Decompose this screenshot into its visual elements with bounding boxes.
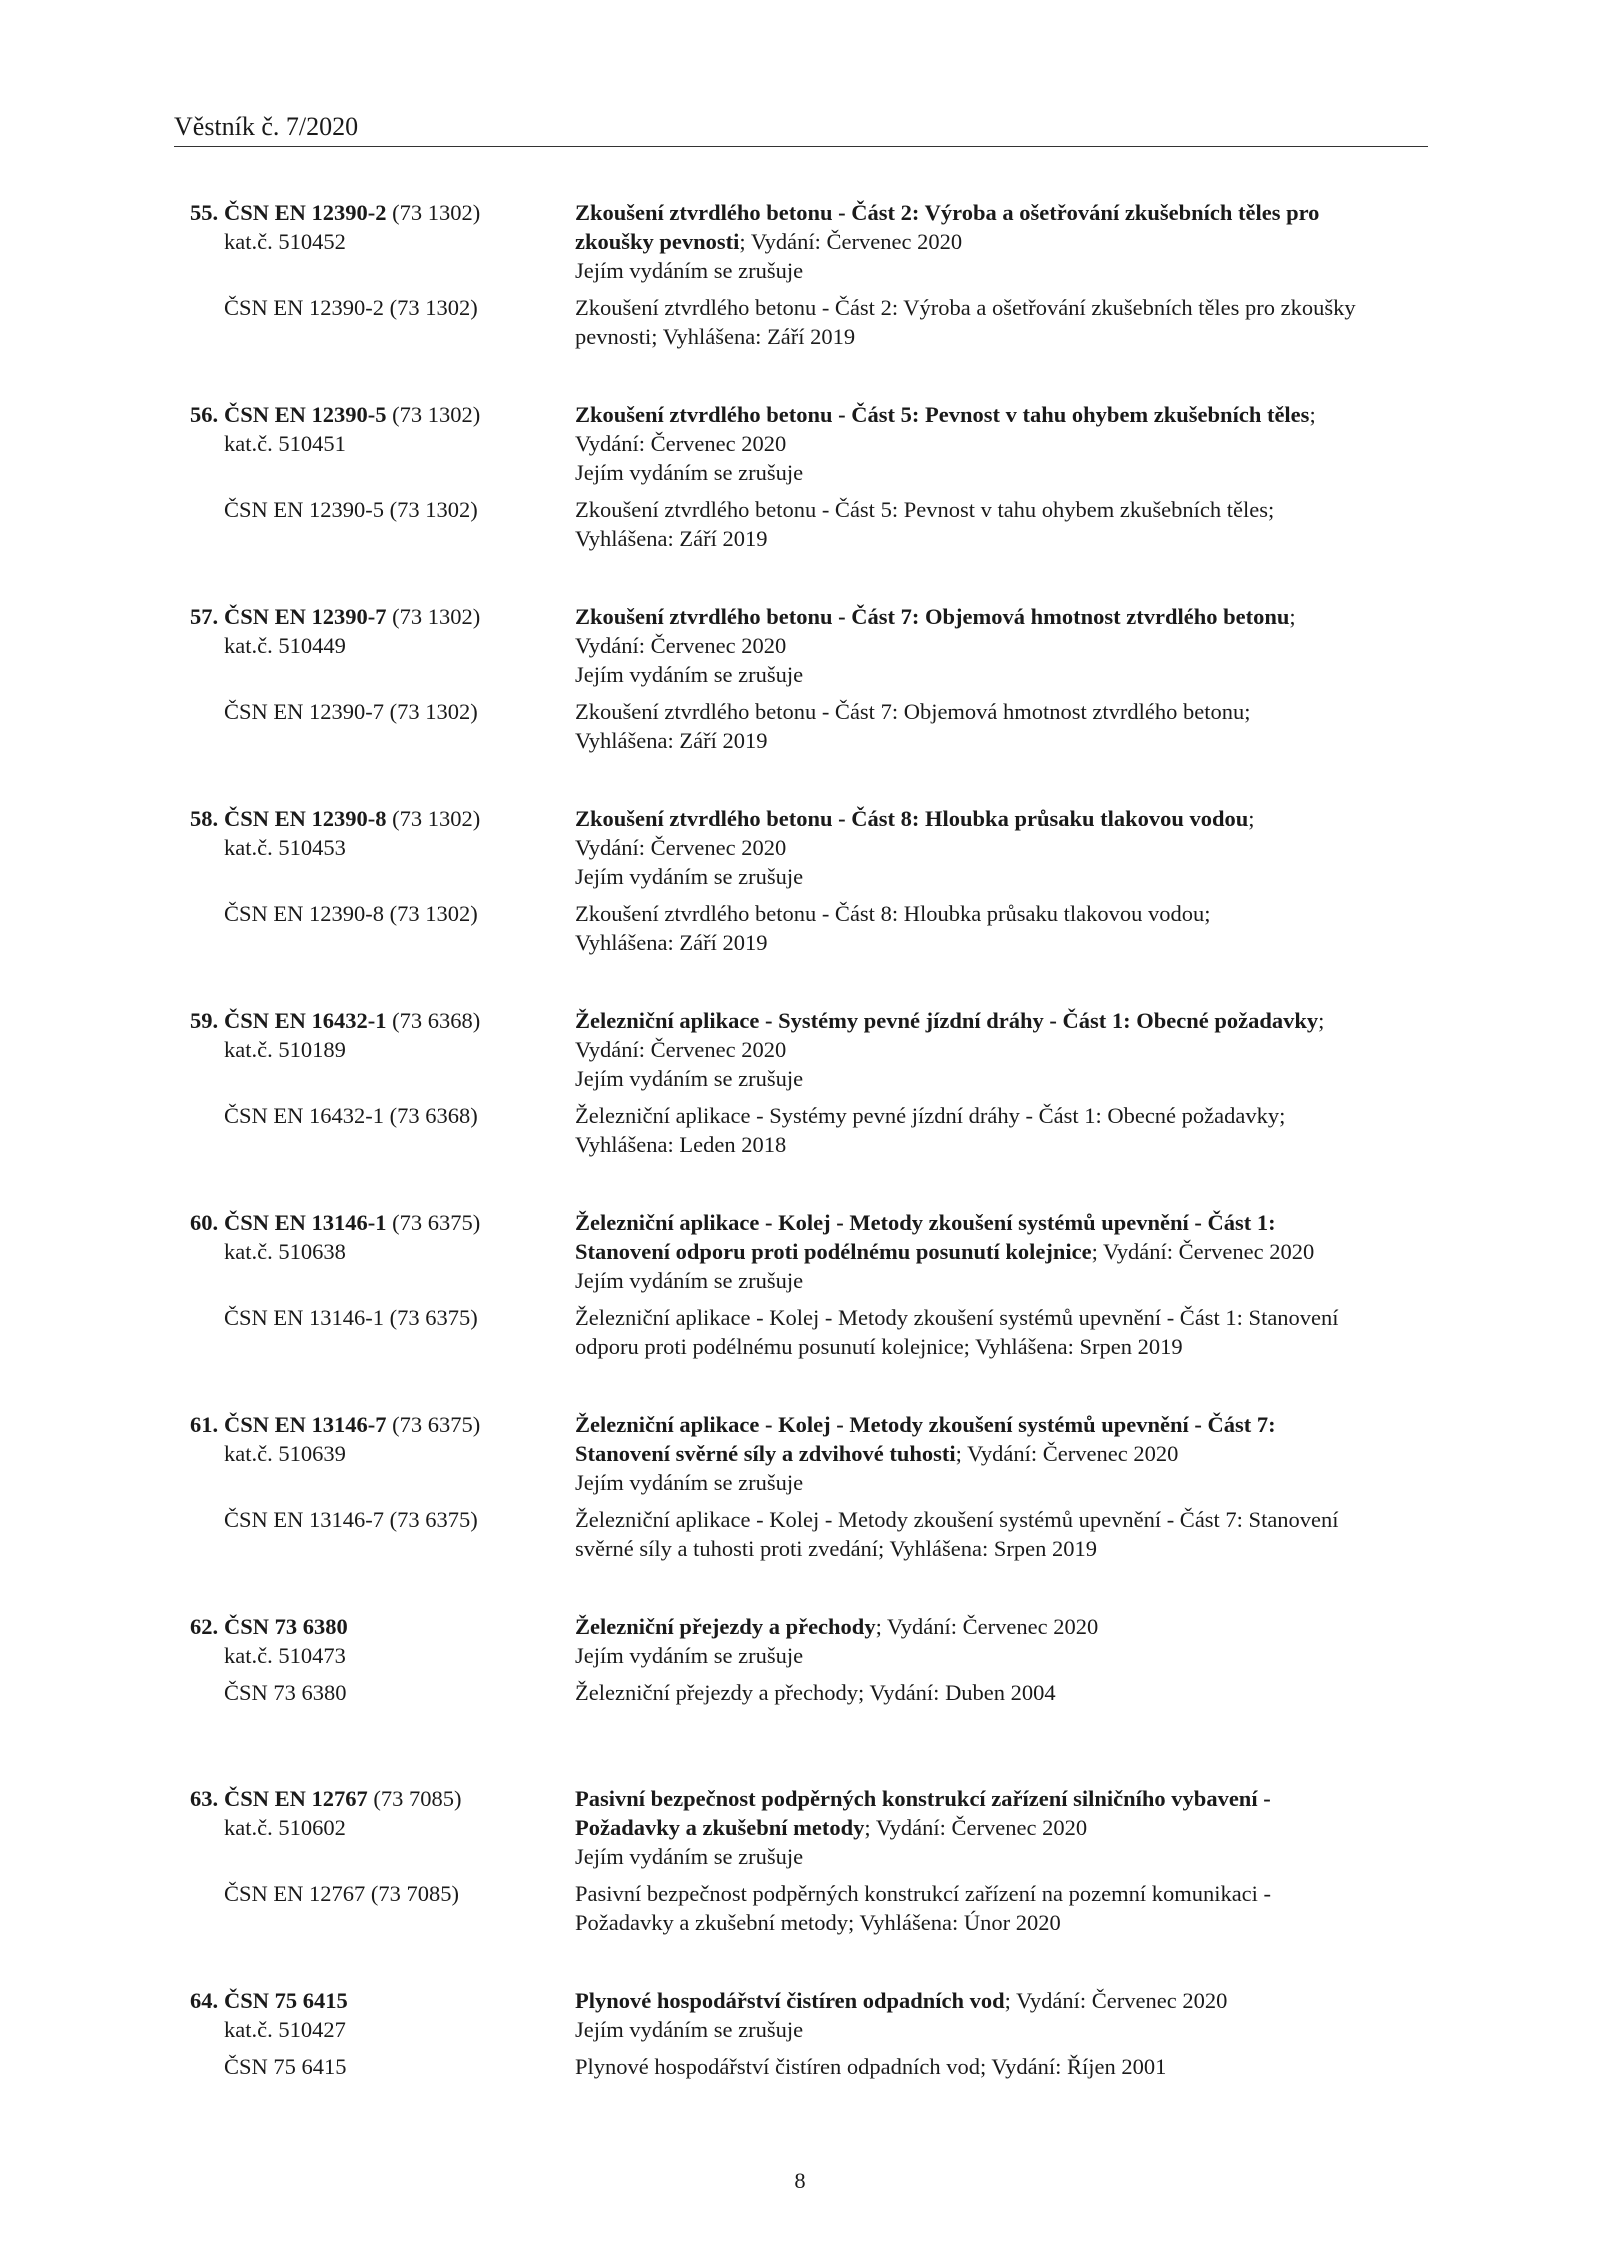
entry-number: 62. bbox=[190, 1614, 219, 1639]
entry-left bbox=[190, 660, 575, 689]
cancel-note: Jejím vydáním se zrušuje bbox=[575, 1643, 804, 1668]
issue-date: ; Vydání: Červenec 2020 bbox=[864, 1815, 1088, 1840]
catalog-number: kat.č. 510451 bbox=[224, 431, 346, 456]
entry-right bbox=[575, 1208, 1435, 1237]
standard-code: ČSN EN 13146-7 bbox=[224, 1412, 387, 1437]
entry-right bbox=[575, 1006, 1435, 1035]
replaced-text: Železniční aplikace - Kolej - Metody zkoušení systémů upevnění - Část 7: Stanovení bbox=[575, 1507, 1339, 1532]
entry-line bbox=[190, 862, 1435, 891]
cancel-note: Jejím vydáním se zrušuje bbox=[575, 662, 804, 687]
standard-title: Pasivní bezpečnost podpěrných konstrukcí zařízení silničního vybavení - bbox=[575, 1786, 1271, 1811]
entry-left bbox=[190, 495, 575, 524]
replaced-text: odporu proti podélnému posunutí kolejnice; Vyhlášena: Srpen 2019 bbox=[575, 1334, 1183, 1359]
entry-number: 55. bbox=[190, 200, 219, 225]
entry-line bbox=[190, 524, 1435, 553]
replaced-text: Zkoušení ztvrdlého betonu - Část 8: Hloubka průsaku tlakovou vodou; bbox=[575, 901, 1211, 926]
entry-right bbox=[575, 495, 1435, 524]
entry-right bbox=[575, 1303, 1435, 1332]
standard-class: (73 1302) bbox=[386, 806, 481, 831]
standard-code: ČSN 75 6415 bbox=[224, 1988, 348, 2013]
entry-right bbox=[575, 1986, 1435, 2015]
entry-left bbox=[190, 833, 575, 862]
entry-right bbox=[575, 1534, 1435, 1563]
spacer bbox=[190, 1093, 1435, 1101]
standard-code: ČSN EN 12390-8 bbox=[224, 806, 387, 831]
standard-title: Zkoušení ztvrdlého betonu - Část 7: Objemová hmotnost ztvrdlého betonu bbox=[575, 604, 1290, 629]
standard-code: ČSN EN 13146-1 bbox=[224, 1210, 387, 1235]
entry-line bbox=[190, 400, 1435, 429]
entry-number: 63. bbox=[190, 1786, 219, 1811]
entry-left bbox=[190, 1505, 575, 1534]
entry-right bbox=[575, 697, 1435, 726]
entry-right bbox=[575, 1332, 1435, 1361]
standard-code: ČSN 73 6380 bbox=[224, 1614, 348, 1639]
entry-line bbox=[190, 1505, 1435, 1534]
page-number: 8 bbox=[794, 2168, 806, 2193]
entry-line bbox=[190, 1534, 1435, 1563]
entry-right bbox=[575, 1842, 1435, 1871]
entry-left bbox=[190, 631, 575, 660]
spacer bbox=[190, 1295, 1435, 1303]
issue-date: ; bbox=[1318, 1008, 1325, 1033]
entry-line bbox=[190, 899, 1435, 928]
entry-left bbox=[190, 1006, 575, 1035]
entry-line bbox=[190, 833, 1435, 862]
replaced-text: svěrné síly a tuhosti proti zvedání; Vyhlášena: Srpen 2019 bbox=[575, 1536, 1097, 1561]
replaced-code: ČSN EN 13146-1 (73 6375) bbox=[224, 1305, 478, 1330]
replaced-code: ČSN EN 12390-8 (73 1302) bbox=[224, 901, 478, 926]
page-header: Věstník č. 7/2020 bbox=[174, 110, 1428, 147]
entry-left bbox=[190, 602, 575, 631]
standard-class: (73 1302) bbox=[386, 402, 481, 427]
issue-date: Vydání: Červenec 2020 bbox=[575, 1037, 787, 1062]
entry-left bbox=[190, 804, 575, 833]
entry-line bbox=[190, 256, 1435, 285]
entry-line bbox=[190, 198, 1435, 227]
entry-number: 60. bbox=[190, 1210, 219, 1235]
catalog-number: kat.č. 510639 bbox=[224, 1441, 346, 1466]
standard-class: (73 6375) bbox=[386, 1210, 481, 1235]
issue-date: ; Vydání: Červenec 2020 bbox=[875, 1614, 1099, 1639]
entry-right bbox=[575, 804, 1435, 833]
issue-date: Vydání: Červenec 2020 bbox=[575, 431, 787, 456]
entry-line bbox=[190, 1266, 1435, 1295]
cancel-note: Jejím vydáním se zrušuje bbox=[575, 258, 804, 283]
entry-left bbox=[190, 256, 575, 285]
standard-class: (73 1302) bbox=[386, 200, 481, 225]
entry-right bbox=[575, 1612, 1435, 1641]
entry-right bbox=[575, 1064, 1435, 1093]
entry-right bbox=[575, 1879, 1435, 1908]
entry-left bbox=[190, 524, 575, 553]
replaced-code: ČSN 75 6415 bbox=[224, 2054, 347, 2079]
entry-left bbox=[190, 1208, 575, 1237]
entry-right bbox=[575, 1505, 1435, 1534]
entry-number: 64. bbox=[190, 1988, 219, 2013]
entry-right bbox=[575, 1908, 1435, 1937]
spacer bbox=[190, 1497, 1435, 1505]
entry-left bbox=[190, 862, 575, 891]
spacer bbox=[190, 1871, 1435, 1879]
standard-entry bbox=[190, 1784, 1435, 1937]
entry-left bbox=[190, 1813, 575, 1842]
entry-line bbox=[190, 1208, 1435, 1237]
issue-date: ; bbox=[1289, 604, 1296, 629]
spacer bbox=[190, 689, 1435, 697]
issue-date: Vydání: Červenec 2020 bbox=[575, 835, 787, 860]
entry-number: 56. bbox=[190, 402, 219, 427]
standard-title: Zkoušení ztvrdlého betonu - Část 2: Výroba a ošetřování zkušebních těles pro bbox=[575, 200, 1320, 225]
entry-right bbox=[575, 726, 1435, 755]
entry-line bbox=[190, 1612, 1435, 1641]
catalog-number: kat.č. 510189 bbox=[224, 1037, 346, 1062]
issue-date: ; Vydání: Červenec 2020 bbox=[1004, 1988, 1228, 2013]
standard-code: ČSN EN 12767 bbox=[224, 1786, 368, 1811]
replaced-text: Vyhlášena: Září 2019 bbox=[575, 930, 768, 955]
entry-left bbox=[190, 2015, 575, 2044]
entry-left bbox=[190, 1035, 575, 1064]
entry-right bbox=[575, 322, 1435, 351]
replaced-text: Vyhlášena: Září 2019 bbox=[575, 526, 768, 551]
entry-left bbox=[190, 1908, 575, 1937]
entry-left bbox=[190, 928, 575, 957]
standard-title: Požadavky a zkušební metody bbox=[575, 1815, 865, 1840]
spacer bbox=[190, 285, 1435, 293]
entry-right bbox=[575, 2015, 1435, 2044]
entry-right bbox=[575, 1439, 1435, 1468]
replaced-text: Železniční aplikace - Systémy pevné jízdní dráhy - Část 1: Obecné požadavky; bbox=[575, 1103, 1286, 1128]
standard-class: (73 6375) bbox=[386, 1412, 481, 1437]
entry-right bbox=[575, 1101, 1435, 1130]
entry-right bbox=[575, 1130, 1435, 1159]
entry-line bbox=[190, 1908, 1435, 1937]
entry-left bbox=[190, 198, 575, 227]
entry-line bbox=[190, 1986, 1435, 2015]
entry-left bbox=[190, 726, 575, 755]
catalog-number: kat.č. 510473 bbox=[224, 1643, 346, 1668]
entry-left bbox=[190, 1879, 575, 1908]
entry-line bbox=[190, 1303, 1435, 1332]
entry-line bbox=[190, 227, 1435, 256]
standard-entry bbox=[190, 804, 1435, 957]
standard-class: (73 7085) bbox=[367, 1786, 462, 1811]
entry-line bbox=[190, 1784, 1435, 1813]
standard-title: Plynové hospodářství čistíren odpadních vod bbox=[575, 1988, 1005, 2013]
entry-left bbox=[190, 1101, 575, 1130]
standard-entry bbox=[190, 1986, 1435, 2081]
entry-line bbox=[190, 602, 1435, 631]
replaced-text: Zkoušení ztvrdlého betonu - Část 5: Pevnost v tahu ohybem zkušebních těles; bbox=[575, 497, 1275, 522]
replaced-code: ČSN EN 16432-1 (73 6368) bbox=[224, 1103, 478, 1128]
entry-right bbox=[575, 862, 1435, 891]
standard-entry bbox=[190, 1208, 1435, 1361]
entry-right bbox=[575, 833, 1435, 862]
catalog-number: kat.č. 510638 bbox=[224, 1239, 346, 1264]
entry-line bbox=[190, 1410, 1435, 1439]
entry-right bbox=[575, 198, 1435, 227]
entry-left bbox=[190, 1784, 575, 1813]
entry-left bbox=[190, 697, 575, 726]
entry-right bbox=[575, 631, 1435, 660]
entry-right bbox=[575, 458, 1435, 487]
replaced-text: Železniční přejezdy a přechody; Vydání: Duben 2004 bbox=[575, 1680, 1056, 1705]
entry-line bbox=[190, 1332, 1435, 1361]
entry-line bbox=[190, 1101, 1435, 1130]
entry-line bbox=[190, 2015, 1435, 2044]
entry-left bbox=[190, 1986, 575, 2015]
entry-left bbox=[190, 1332, 575, 1361]
catalog-number: kat.č. 510602 bbox=[224, 1815, 346, 1840]
catalog-number: kat.č. 510449 bbox=[224, 633, 346, 658]
replaced-code: ČSN EN 12390-2 (73 1302) bbox=[224, 295, 478, 320]
issue-date: Vydání: Červenec 2020 bbox=[575, 633, 787, 658]
standard-class: (73 1302) bbox=[386, 604, 481, 629]
entry-line bbox=[190, 293, 1435, 322]
standard-entry bbox=[190, 400, 1435, 553]
entry-left bbox=[190, 1678, 575, 1707]
entry-left bbox=[190, 1641, 575, 1670]
entry-left bbox=[190, 429, 575, 458]
entry-left bbox=[190, 1842, 575, 1871]
entry-right bbox=[575, 899, 1435, 928]
standard-title: Zkoušení ztvrdlého betonu - Část 8: Hloubka průsaku tlakovou vodou bbox=[575, 806, 1249, 831]
standard-title: Železniční aplikace - Kolej - Metody zkoušení systémů upevnění - Část 7: bbox=[575, 1412, 1276, 1437]
entry-left bbox=[190, 1303, 575, 1332]
entry-line bbox=[190, 458, 1435, 487]
entry-right bbox=[575, 227, 1435, 256]
entry-right bbox=[575, 1641, 1435, 1670]
entry-line bbox=[190, 1006, 1435, 1035]
entry-right bbox=[575, 1237, 1435, 1266]
entry-left bbox=[190, 1064, 575, 1093]
replaced-text: Vyhlášena: Leden 2018 bbox=[575, 1132, 787, 1157]
entry-line bbox=[190, 726, 1435, 755]
entry-line bbox=[190, 804, 1435, 833]
entry-right bbox=[575, 1813, 1435, 1842]
entry-line bbox=[190, 495, 1435, 524]
entry-left bbox=[190, 400, 575, 429]
standard-class: (73 6368) bbox=[386, 1008, 481, 1033]
replaced-text: Vyhlášena: Září 2019 bbox=[575, 728, 768, 753]
standard-title: Železniční aplikace - Systémy pevné jízdní dráhy - Část 1: Obecné požadavky bbox=[575, 1008, 1319, 1033]
standard-entry bbox=[190, 602, 1435, 755]
standard-code: ČSN EN 12390-2 bbox=[224, 200, 387, 225]
replaced-code: ČSN EN 12767 (73 7085) bbox=[224, 1881, 459, 1906]
entry-left bbox=[190, 1468, 575, 1497]
entry-left bbox=[190, 458, 575, 487]
entry-right bbox=[575, 400, 1435, 429]
entry-line bbox=[190, 2052, 1435, 2081]
cancel-note: Jejím vydáním se zrušuje bbox=[575, 460, 804, 485]
entry-line bbox=[190, 1813, 1435, 1842]
entry-line bbox=[190, 928, 1435, 957]
entry-left bbox=[190, 1130, 575, 1159]
entry-line bbox=[190, 660, 1435, 689]
entry-left bbox=[190, 1266, 575, 1295]
entry-right bbox=[575, 602, 1435, 631]
entry-line bbox=[190, 631, 1435, 660]
standard-title: zkoušky pevnosti bbox=[575, 229, 740, 254]
catalog-number: kat.č. 510453 bbox=[224, 835, 346, 860]
entry-line bbox=[190, 1842, 1435, 1871]
standard-code: ČSN EN 12390-7 bbox=[224, 604, 387, 629]
cancel-note: Jejím vydáním se zrušuje bbox=[575, 1066, 804, 1091]
entry-right bbox=[575, 928, 1435, 957]
replaced-text: Zkoušení ztvrdlého betonu - Část 7: Objemová hmotnost ztvrdlého betonu; bbox=[575, 699, 1251, 724]
entry-line bbox=[190, 1641, 1435, 1670]
standard-title: Stanovení odporu proti podélnému posunutí kolejnice bbox=[575, 1239, 1092, 1264]
entry-left bbox=[190, 1410, 575, 1439]
replaced-text: Požadavky a zkušební metody; Vyhlášena: Únor 2020 bbox=[575, 1910, 1061, 1935]
replaced-code: ČSN EN 12390-5 (73 1302) bbox=[224, 497, 478, 522]
spacer bbox=[190, 2044, 1435, 2052]
entry-left bbox=[190, 322, 575, 351]
standard-title: Zkoušení ztvrdlého betonu - Část 5: Pevnost v tahu ohybem zkušebních těles bbox=[575, 402, 1310, 427]
entry-right bbox=[575, 256, 1435, 285]
entry-left bbox=[190, 1534, 575, 1563]
entry-line bbox=[190, 1237, 1435, 1266]
standard-entry bbox=[190, 1410, 1435, 1563]
entry-line bbox=[190, 1678, 1435, 1707]
issue-date: ; Vydání: Červenec 2020 bbox=[739, 229, 963, 254]
entry-left bbox=[190, 227, 575, 256]
entry-line bbox=[190, 1468, 1435, 1497]
entry-line bbox=[190, 1130, 1435, 1159]
entry-left bbox=[190, 2052, 575, 2081]
entry-number: 59. bbox=[190, 1008, 219, 1033]
entry-number: 61. bbox=[190, 1412, 219, 1437]
replaced-code: ČSN EN 12390-7 (73 1302) bbox=[224, 699, 478, 724]
catalog-number: kat.č. 510427 bbox=[224, 2017, 346, 2042]
entry-line bbox=[190, 322, 1435, 351]
spacer bbox=[190, 487, 1435, 495]
entry-number: 58. bbox=[190, 806, 219, 831]
entry-line bbox=[190, 697, 1435, 726]
spacer bbox=[190, 891, 1435, 899]
cancel-note: Jejím vydáním se zrušuje bbox=[575, 864, 804, 889]
entry-right bbox=[575, 1035, 1435, 1064]
standard-title: Železniční přejezdy a přechody bbox=[575, 1614, 876, 1639]
entry-right bbox=[575, 1468, 1435, 1497]
entry-line bbox=[190, 429, 1435, 458]
entry-line bbox=[190, 1879, 1435, 1908]
entry-left bbox=[190, 899, 575, 928]
entry-left bbox=[190, 1237, 575, 1266]
cancel-note: Jejím vydáním se zrušuje bbox=[575, 2017, 804, 2042]
entry-left bbox=[190, 1612, 575, 1641]
entry-line bbox=[190, 1064, 1435, 1093]
entry-right bbox=[575, 429, 1435, 458]
replaced-text: pevnosti; Vyhlášena: Září 2019 bbox=[575, 324, 856, 349]
entry-right bbox=[575, 660, 1435, 689]
issue-date: ; bbox=[1309, 402, 1316, 427]
cancel-note: Jejím vydáním se zrušuje bbox=[575, 1470, 804, 1495]
standard-title: Stanovení svěrné síly a zdvihové tuhosti bbox=[575, 1441, 956, 1466]
standard-code: ČSN EN 12390-5 bbox=[224, 402, 387, 427]
entry-line bbox=[190, 1439, 1435, 1468]
replaced-text: Železniční aplikace - Kolej - Metody zkoušení systémů upevnění - Část 1: Stanovení bbox=[575, 1305, 1339, 1330]
replaced-text: Zkoušení ztvrdlého betonu - Část 2: Výroba a ošetřování zkušebních těles pro zkoušky bbox=[575, 295, 1356, 320]
replaced-text: Pasivní bezpečnost podpěrných konstrukcí zařízení na pozemní komunikaci - bbox=[575, 1881, 1272, 1906]
entry-left bbox=[190, 1439, 575, 1468]
replaced-text: Plynové hospodářství čistíren odpadních vod; Vydání: Říjen 2001 bbox=[575, 2054, 1167, 2079]
spacer bbox=[190, 1670, 1435, 1678]
issue-date: ; Vydání: Červenec 2020 bbox=[955, 1441, 1179, 1466]
standard-entry bbox=[190, 198, 1435, 351]
entry-right bbox=[575, 1784, 1435, 1813]
cancel-note: Jejím vydáním se zrušuje bbox=[575, 1844, 804, 1869]
entry-right bbox=[575, 1678, 1435, 1707]
catalog-number: kat.č. 510452 bbox=[224, 229, 346, 254]
replaced-code: ČSN EN 13146-7 (73 6375) bbox=[224, 1507, 478, 1532]
entry-right bbox=[575, 524, 1435, 553]
issue-date: ; bbox=[1248, 806, 1255, 831]
issue-date: ; Vydání: Červenec 2020 bbox=[1091, 1239, 1315, 1264]
standard-code: ČSN EN 16432-1 bbox=[224, 1008, 387, 1033]
replaced-code: ČSN 73 6380 bbox=[224, 1680, 347, 1705]
cancel-note: Jejím vydáním se zrušuje bbox=[575, 1268, 804, 1293]
entry-line bbox=[190, 1035, 1435, 1064]
standard-entry bbox=[190, 1612, 1435, 1707]
entry-left bbox=[190, 293, 575, 322]
entry-right bbox=[575, 2052, 1435, 2081]
standard-entry bbox=[190, 1006, 1435, 1159]
entry-right bbox=[575, 1266, 1435, 1295]
standard-title: Železniční aplikace - Kolej - Metody zkoušení systémů upevnění - Část 1: bbox=[575, 1210, 1276, 1235]
entry-right bbox=[575, 293, 1435, 322]
entry-right bbox=[575, 1410, 1435, 1439]
entry-number: 57. bbox=[190, 604, 219, 629]
